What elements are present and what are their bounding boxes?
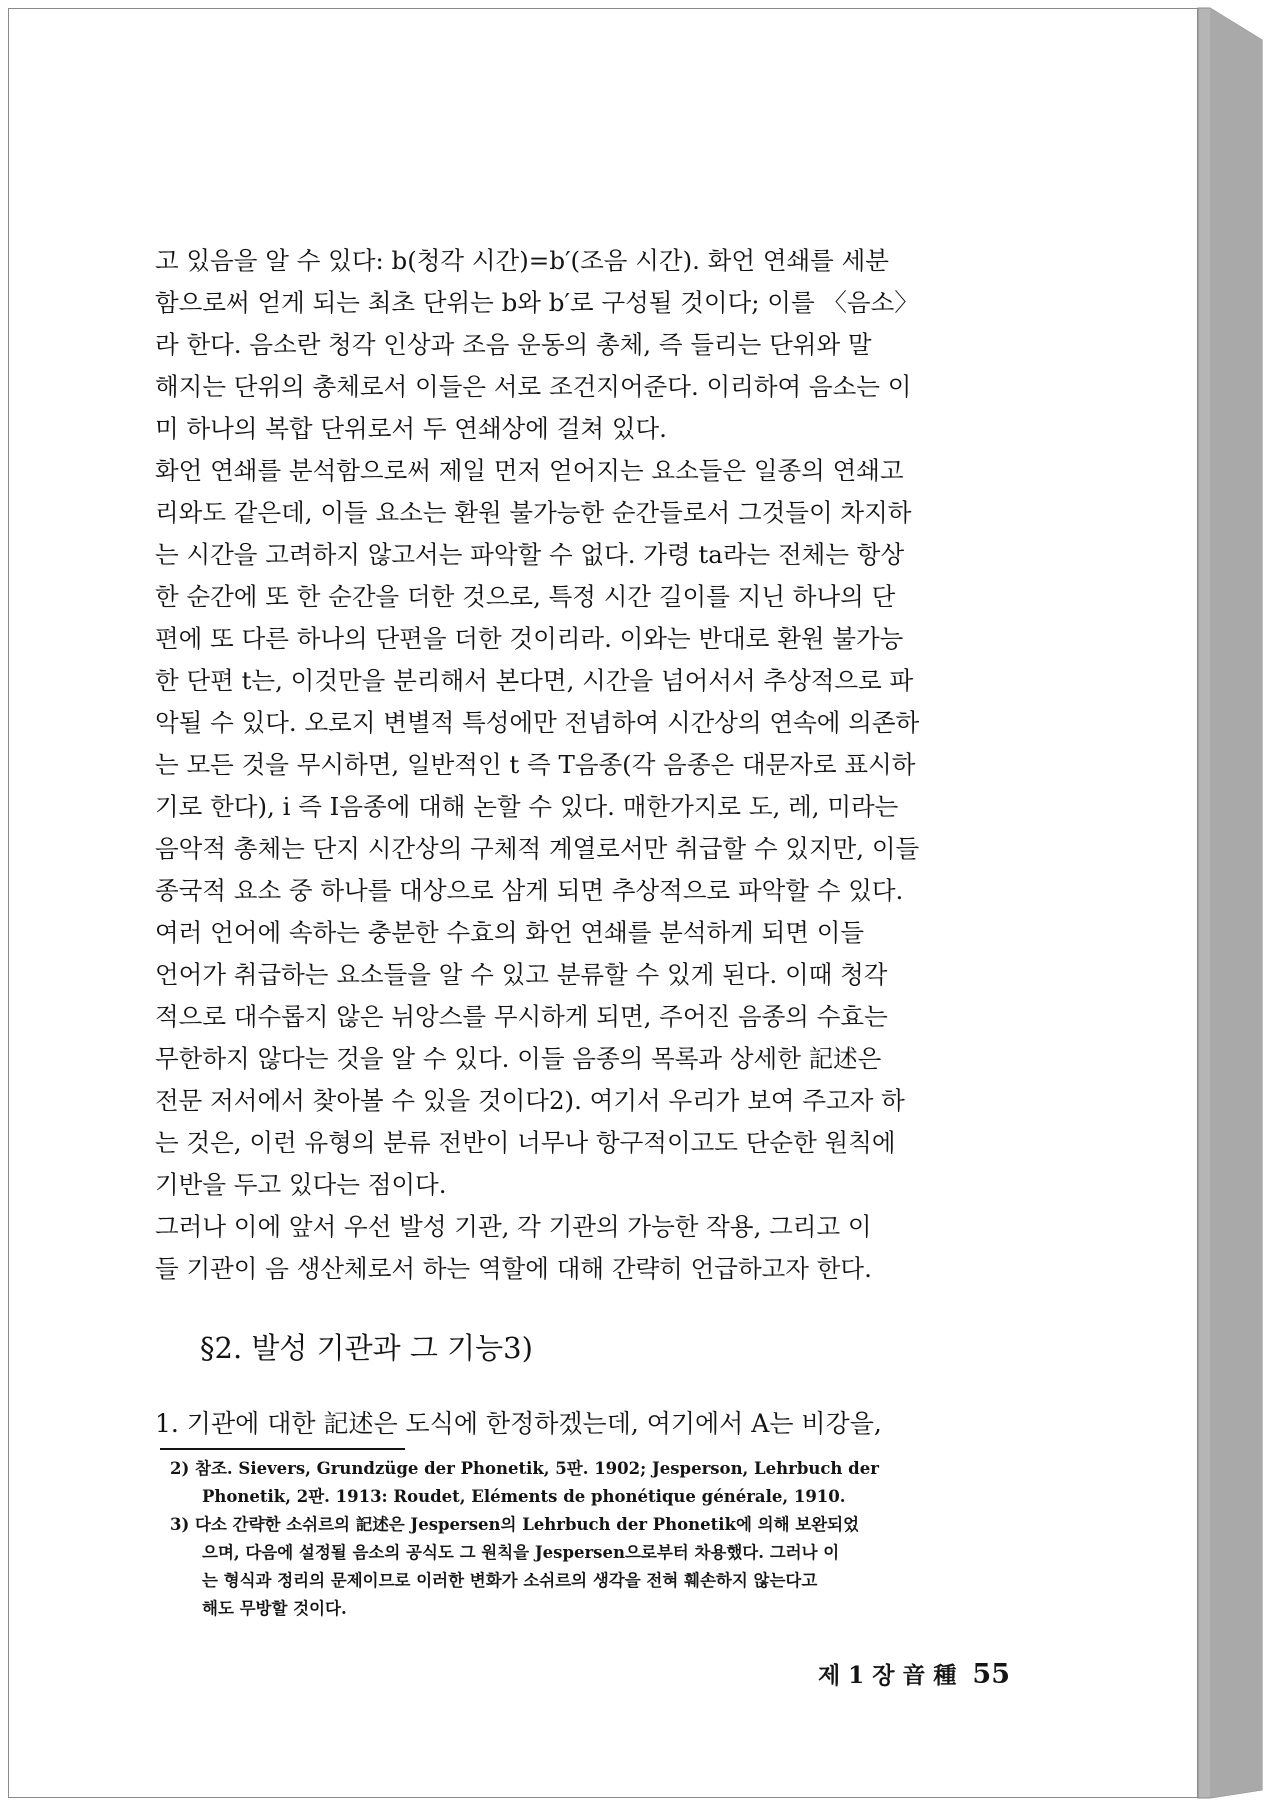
paragraph-line: 악될 수 있다. 오로지 변별적 특성에만 전념하여 시간상의 연속에 의존하 <box>155 708 920 737</box>
paragraph-line: 여러 언어에 속하는 충분한 수효의 화언 연쇄를 분석하게 되면 이들 <box>155 918 865 947</box>
numbered-paragraph-line: 1. 기관에 대한 記述은 도식에 한정하겠는데, 여기에서 A는 비강을, <box>155 1409 882 1438</box>
footnote-line: Phonetik, 2판. 1913: Roudet, Eléments de phonétique générale, 1910. <box>202 1487 846 1506</box>
paragraph-line: 는 시간을 고려하지 않고서는 파악할 수 없다. 가령 ta라는 전체는 항상 <box>155 540 905 569</box>
paragraph-line: 기로 한다), i 즉 I음종에 대해 논할 수 있다. 매한가지로 도, 레, 미라는 <box>155 792 899 821</box>
paragraph-line: 전문 저서에서 찾아볼 수 있을 것이다2). 여기서 우리가 보여 주고자 하 <box>155 1086 905 1115</box>
paragraph-line: 함으로써 얻게 되는 최초 단위는 b와 b′로 구성될 것이다; 이를 〈음소〉 <box>155 288 919 317</box>
paragraph-line: 라 한다. 음소란 청각 인상과 조음 운동의 총체, 즉 들리는 단위와 말 <box>155 330 872 359</box>
paragraph-line: 화언 연쇄를 분석함으로써 제일 먼저 얻어지는 요소들은 일종의 연쇄고 <box>155 456 904 485</box>
paragraph-line: 그러나 이에 앞서 우선 발성 기관, 각 기관의 가능한 작용, 그리고 이 <box>155 1212 872 1241</box>
paragraph-line: 음악적 총체는 단지 시간상의 구체적 계열로서만 취급할 수 있지만, 이들 <box>155 834 920 863</box>
footnote-line: 2) 참조. Sievers, Grundzüge der Phonetik, 5판. 1902; Jesperson, Lehrbuch der <box>170 1459 879 1478</box>
paragraph-line: 기반을 두고 있다는 점이다. <box>155 1170 447 1199</box>
footnote-line: 3) 다소 간략한 소쉬르의 記述은 Jespersen의 Lehrbuch der Phonetik에 의해 보완되었 <box>170 1515 860 1534</box>
paragraph-line: 미 하나의 복합 단위로서 두 연쇄상에 걸쳐 있다. <box>155 414 667 443</box>
section-heading: §2. 발성 기관과 그 기능3) <box>200 1331 533 1365</box>
footnote-line: 는 형식과 정리의 문제이므로 이러한 변화가 소쉬르의 생각을 전혀 훼손하지 않는다고 <box>202 1571 818 1590</box>
paragraph-line: 무한하지 않다는 것을 알 수 있다. 이들 음종의 목록과 상세한 記述은 <box>155 1044 882 1073</box>
paragraph-line: 들 기관이 음 생산체로서 하는 역할에 대해 간략히 언급하고자 한다. <box>155 1254 872 1283</box>
page-footer <box>818 1657 1010 1690</box>
body-text <box>155 240 1045 1290</box>
paragraph-line: 한 순간에 또 한 순간을 더한 것으로, 특정 시간 길이를 지닌 하나의 단 <box>155 582 896 611</box>
chapter-label: 제 1 장 音 種 <box>817 1662 957 1689</box>
paragraph-line: 한 단편 t는, 이것만을 분리해서 본다면, 시간을 넘어서서 추상적으로 파 <box>155 666 914 695</box>
footnote-divider <box>160 1448 405 1450</box>
paragraph-line: 는 것은, 이런 유형의 분류 전반이 너무나 항구적이고도 단순한 원칙에 <box>155 1128 896 1157</box>
footnotes <box>170 1455 1050 1623</box>
footnote-line: 으며, 다음에 설정될 음소의 공식도 그 원칙을 Jespersen으로부터 차용했다. 그러나 이 <box>202 1543 840 1562</box>
paragraph-line: 고 있음을 알 수 있다: b(청각 시간)=b′(조음 시간). 화언 연쇄를 세분 <box>155 246 889 275</box>
paragraph-line: 는 모든 것을 무시하면, 일반적인 t 즉 T음종(각 음종은 대문자로 표시하 <box>155 750 916 779</box>
paragraph-line: 적으로 대수롭지 않은 뉘앙스를 무시하게 되면, 주어진 음종의 수효는 <box>155 1002 888 1031</box>
paragraph-line: 해지는 단위의 총체로서 이들은 서로 조건지어준다. 이리하여 음소는 이 <box>155 372 912 401</box>
paragraph-line: 종국적 요소 중 하나를 대상으로 삼게 되면 추상적으로 파악할 수 있다. <box>155 876 904 905</box>
page-number: 55 <box>972 1659 1010 1690</box>
paragraph-line: 리와도 같은데, 이들 요소는 환원 불가능한 순간들로서 그것들이 차지하 <box>155 498 912 527</box>
footnote-line: 해도 무방할 것이다. <box>202 1599 347 1618</box>
paragraph-line: 언어가 취급하는 요소들을 알 수 있고 분류할 수 있게 된다. 이때 청각 <box>155 960 888 989</box>
paragraph-line: 편에 또 다른 하나의 단편을 더한 것이리라. 이와는 반대로 환원 불가능 <box>155 624 904 653</box>
